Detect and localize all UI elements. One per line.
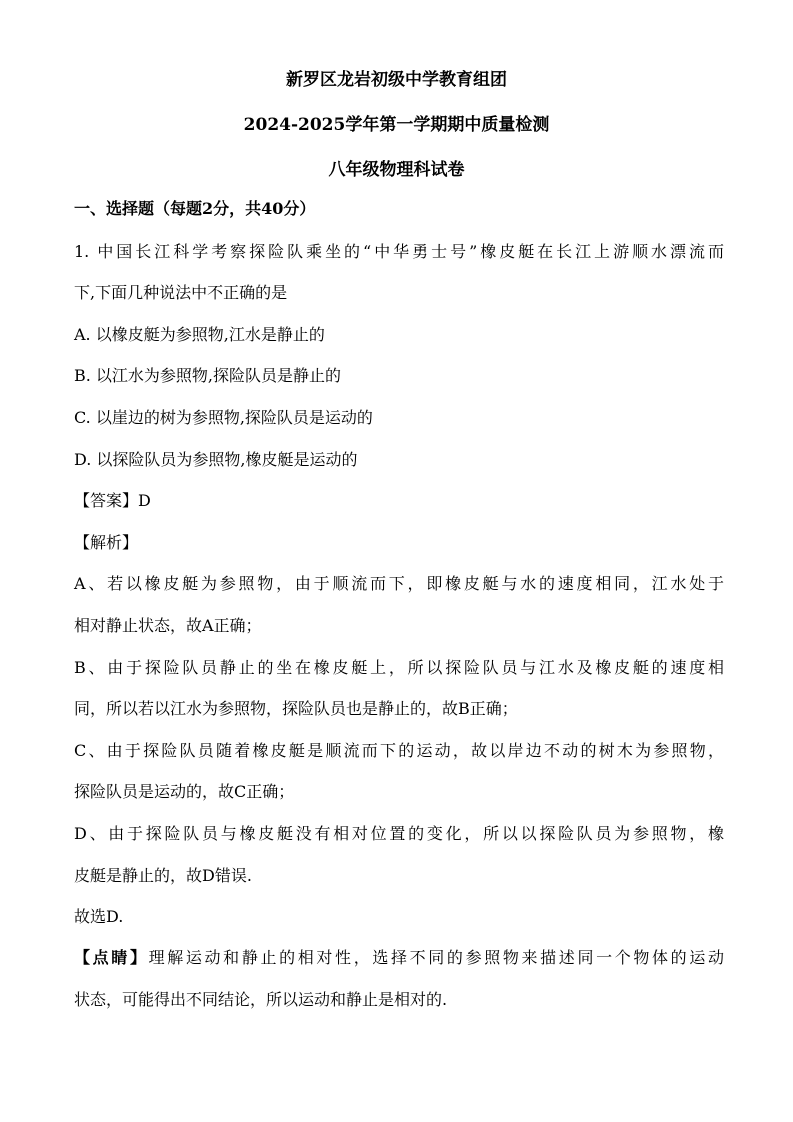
analysis-line-7: D、由于探险队员与橡皮艇没有相对位置的变化，所以以探险队员为参照物，橡 xyxy=(74,824,724,843)
analysis-line-1: A、若以橡皮艇为参照物，由于顺流而下，即橡皮艇与水的速度相同，江水处于 xyxy=(74,574,724,593)
answer-line: 【答案】D xyxy=(74,491,151,510)
question-stem-line-1: 1. 中国长江科学考察探险队乘坐的“中华勇士号”橡皮艇在长江上游顺水漂流而 xyxy=(74,242,724,261)
analysis-conclusion: 故选D. xyxy=(74,907,124,926)
option-a: A. 以橡皮艇为参照物,江水是静止的 xyxy=(74,325,325,344)
option-b: B. 以江水为参照物,探险队员是静止的 xyxy=(74,366,342,385)
option-d: D. 以探险队员为参照物,橡皮艇是运动的 xyxy=(74,450,358,469)
comment-text-1: 理解运动和静止的相对性，选择不同的参照物来描述同一个物体的运动 xyxy=(148,948,724,967)
question-stem-line-2: 下,下面几种说法中不正确的是 xyxy=(74,283,288,302)
section-title: 一、选择题（每题2分，共40分） xyxy=(74,199,316,218)
analysis-line-2: 相对静止状态，故A正确； xyxy=(74,616,262,635)
analysis-line-3: B、由于探险队员静止的坐在橡皮艇上，所以探险队员与江水及橡皮艇的速度相 xyxy=(74,658,724,677)
analysis-line-6: 探险队员是运动的，故C正确； xyxy=(74,782,295,801)
analysis-line-4: 同，所以若以江水为参照物，探险队员也是静止的，故B正确； xyxy=(74,699,518,718)
exam-term-title: 2024-2025学年第一学期期中质量检测 xyxy=(243,115,550,135)
analysis-heading: 【解析】 xyxy=(74,533,139,552)
option-c: C. 以崖边的树为参照物,探险队员是运动的 xyxy=(74,408,373,427)
comment-line-2: 状态，可能得出不同结论，所以运动和静止是相对的. xyxy=(74,990,448,1009)
analysis-line-8: 皮艇是静止的，故D错误. xyxy=(74,866,252,885)
analysis-line-5: C、由于探险队员随着橡皮艇是顺流而下的运动，故以岸边不动的树木为参照物， xyxy=(74,741,724,760)
school-title: 新罗区龙岩初级中学教育组团 xyxy=(286,70,507,90)
comment-line-1 xyxy=(74,946,724,970)
subject-title: 八年级物理科试卷 xyxy=(328,160,465,180)
comment-label: 【点睛】 xyxy=(74,948,149,967)
